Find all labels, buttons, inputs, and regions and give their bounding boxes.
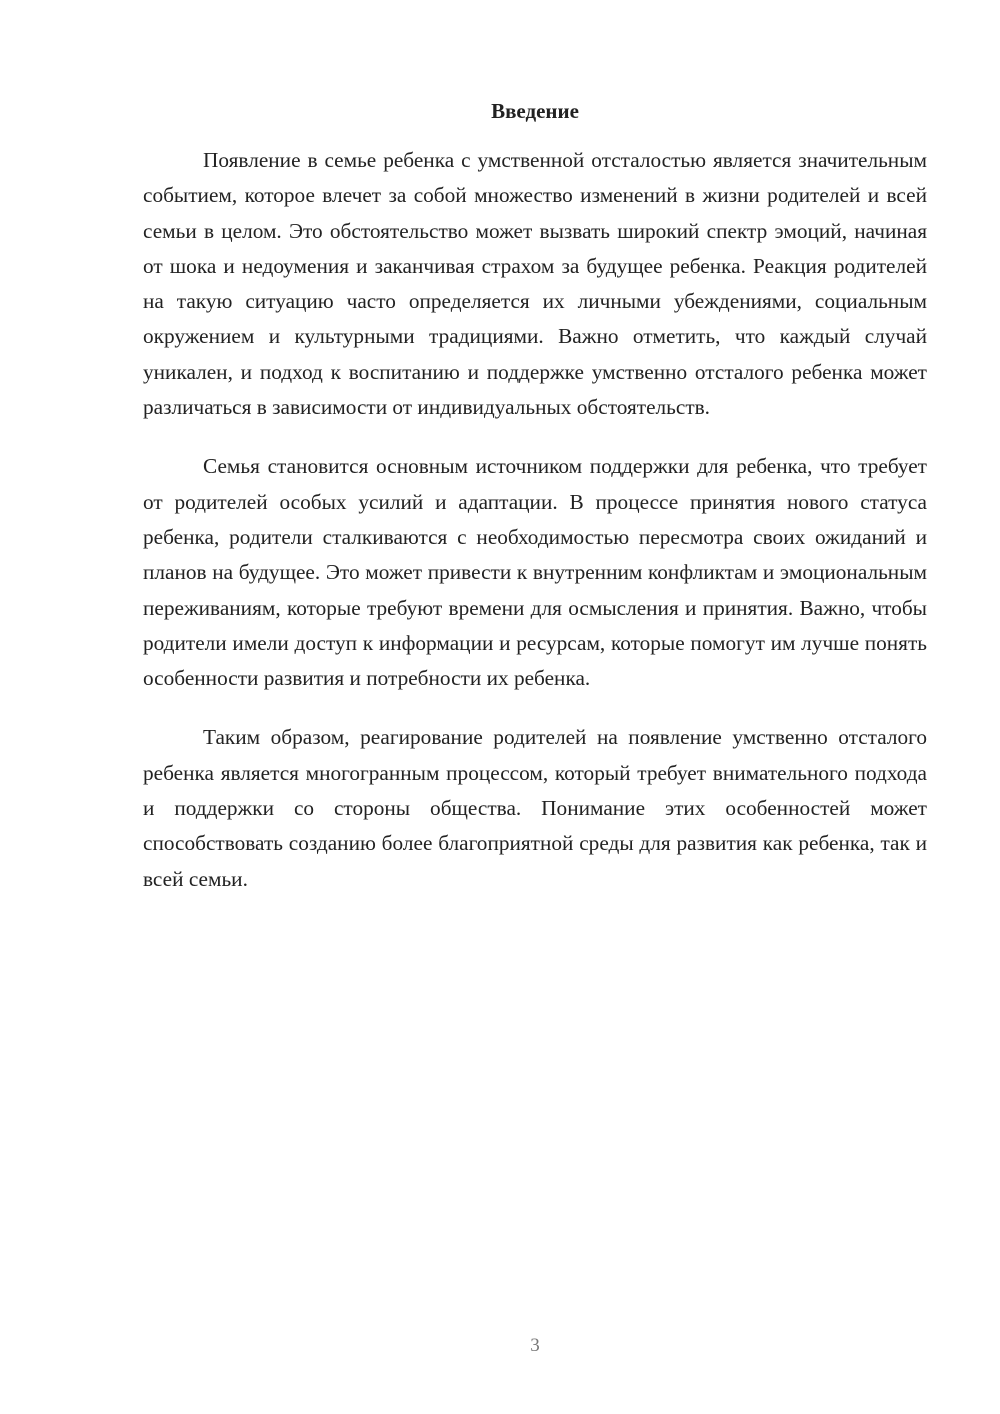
page-number: 3 xyxy=(530,1335,540,1356)
paragraph-3: Таким образом, реагирование родителей на появление умственно отсталого ребенка является многогранным процессом, который требует внимательного подхода и поддержки со стороны общества. Понимание этих особенностей может способствовать созданию более благоприятной среды для развития как ребенка, так и всей семьи. xyxy=(143,725,927,891)
paragraph-2: Семья становится основным источником поддержки для ребенка, что требует от родителей особых усилий и адаптации. В процессе принятия нового статуса ребенка, родители сталкиваются с необходимостью пересмотра своих ожиданий и планов на будущее. Это может привести к внутренним конфликтам и эмоциональным переживаниям, которые требуют времени для осмысления и принятия. Важно, чтобы родители имели доступ к информации и ресурсам, которые помогут им лучше понять особенности развития и потребности их ребенка. xyxy=(143,454,927,691)
paragraph-1: Появление в семье ребенка с умственной отсталостью является значительным событием, которое влечет за собой множество изменений в жизни родителей и всей семьи в целом. Это обстоятельство может вызвать широкий спектр эмоций, начиная от шока и недоумения и заканчивая страхом за будущее ребенка. Реакция родителей на такую ситуацию часто определяется их личными убеждениями, социальным окружением и культурными традициями. Важно отметить, что каждый случай уникален, и подход к воспитанию и поддержке умственно отсталого ребенка может различаться в зависимости от индивидуальных обстоятельств. xyxy=(143,148,927,420)
body-text xyxy=(143,143,927,921)
section-heading: Введение xyxy=(491,99,579,123)
